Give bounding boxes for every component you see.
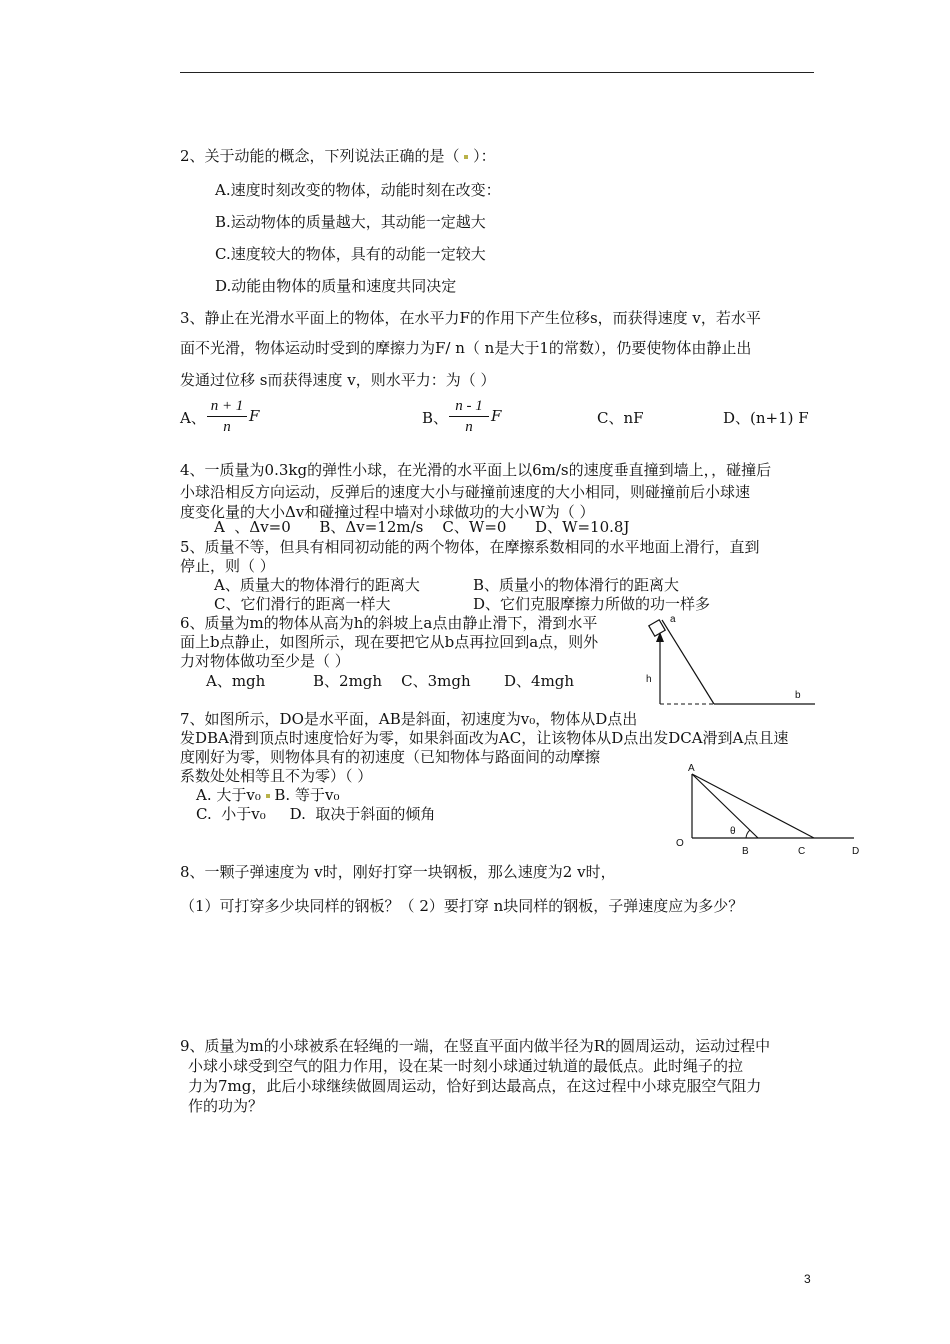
line-AB: [692, 774, 758, 838]
q2-option-a: A.速度时刻改变的物体，动能时刻在改变：: [215, 181, 501, 199]
q7-line2: 发DBA滑到顶点时速度恰好为零，如果斜面改为AC，让该物体从D点出发DCA滑到A点且速: [180, 729, 789, 747]
angle-arc: [746, 830, 750, 838]
label-O: O: [676, 838, 684, 849]
q7-options-cd: C. 小于v₀ D. 取决于斜面的倾角: [196, 805, 436, 823]
q5-option-d: D、它们克服摩擦力所做的功一样多: [473, 595, 711, 613]
q2-stem: 2、关于动能的概念，下列说法正确的是（ ）：: [180, 147, 496, 165]
q2-option-c: C.速度较大的物体，具有的动能一定较大: [215, 245, 486, 263]
fraction-denominator: n: [465, 419, 473, 435]
q7-option-a: A. 大于v₀: [196, 786, 261, 804]
q2-option-d: D.动能由物体的质量和速度共同决定: [215, 277, 457, 295]
label-A: A: [688, 763, 695, 774]
q3-line2: 面不光滑，物体运动时受到的摩擦力为F/ n（ n是大于1的常数），仍要使物体由静止出: [180, 339, 752, 357]
q3-option-b-label: B、: [422, 409, 449, 427]
q5-option-b: B、质量小的物体滑行的距离大: [473, 576, 680, 594]
q7-options-ab: [196, 785, 339, 805]
q3-option-d: D、(n+1) F: [723, 409, 809, 427]
q3-option-a-label: A、: [180, 409, 206, 427]
q3-option-a-fraction: [207, 396, 247, 437]
q6-slope-figure: [640, 612, 820, 712]
label-h: h: [646, 674, 652, 685]
q6-line2: 面上b点静止，如图所示，现在要把它从b点再拉回到a点，则外: [180, 633, 599, 651]
label-C: C: [798, 846, 806, 857]
header-rule: [180, 72, 814, 73]
label-b: b: [795, 690, 801, 701]
q9-line2: 小球小球受到空气的阻力作用，设在某一时刻小球通过轨道的最低点。此时绳子的拉: [188, 1057, 744, 1075]
q6-line3: 力对物体做功至少是（ ）: [180, 652, 350, 670]
q3-option-a-var: F: [249, 407, 260, 425]
label-B: B: [742, 846, 749, 857]
q4-line3: 度变化量的大小Δv和碰撞过程中墙对小球做功的大小W为（ ）: [180, 503, 595, 521]
q5-option-c: C、它们滑行的距离一样大: [214, 595, 391, 613]
fraction-numerator: n - 1: [449, 396, 489, 417]
q5-line1: 5、质量不等，但具有相同初动能的两个物体，在摩擦系数相同的水平地面上滑行，直到: [180, 538, 760, 556]
line-AC: [692, 774, 814, 838]
q3-option-c: C、nF: [597, 409, 644, 427]
q6-options: A、mgh B、2mgh C、3mgh D、4mgh: [206, 672, 575, 690]
q3-line1: 3、静止在光滑水平面上的物体，在水平力F的作用下产生位移s，而获得速度 v，若水平: [180, 309, 761, 327]
q7-line1: 7、如图所示，DO是水平面，AB是斜面，初速度为v₀，物体从D点出: [180, 710, 638, 728]
incline-line: [662, 620, 714, 704]
q7-line3: 度刚好为零，则物体具有的初速度（已知物体与路面间的动摩擦: [180, 748, 601, 766]
q5-option-a: A、质量大的物体滑行的距离大: [214, 576, 420, 594]
q7-option-b: B. 等于v₀: [269, 786, 340, 804]
q7-incline-figure: [668, 760, 868, 860]
fraction-numerator: n + 1: [207, 396, 247, 417]
q6-line1: 6、质量为m的物体从高为h的斜坡上a点由静止滑下，滑到水平: [180, 614, 598, 632]
label-theta: θ: [730, 826, 736, 837]
q7-line4: 系数处处相等且不为零）（ ）: [180, 767, 373, 785]
q5-line2: 停止，则（ ）: [180, 557, 275, 575]
q4-line1: 4、一质量为0.3kg的弹性小球，在光滑的水平面上以6m/s的速度垂直撞到墙上，，碰撞后: [180, 461, 772, 479]
q9-line3: 力为7mg，此后小球继续做圆周运动，恰好到达最高点，在这过程中小球克服空气阻力: [188, 1077, 762, 1095]
q3-option-b-fraction: [449, 396, 489, 437]
q8-line1: 8、一颗子弹速度为 v时，刚好打穿一块钢板，那么速度为2 v时，: [180, 863, 616, 881]
q9-line4: 作的功为？: [188, 1097, 264, 1115]
q2-option-b: B.运动物体的质量越大，其动能一定越大: [215, 213, 486, 231]
arrow-up-icon: [656, 632, 664, 642]
label-D: D: [852, 846, 860, 857]
q4-line2: 小球沿相反方向运动，反弹后的速度大小与碰撞前速度的大小相同，则碰撞前后小球速: [180, 483, 751, 501]
q8-line2: （1）可打穿多少块同样的钢板？（ 2）要打穿 n块同样的钢板，子弹速度应为多少？: [180, 897, 744, 915]
label-a: a: [670, 614, 676, 625]
page-number: 3: [804, 1272, 811, 1286]
q3-line3: 发通过位移 s而获得速度 v，则水平力：为（ ）: [180, 371, 496, 389]
fraction-denominator: n: [223, 419, 231, 435]
q4-options: A 、Δv=0 B、Δv=12m/s C、W=0 D、W=10.8J: [214, 518, 630, 536]
q9-line1: 9、质量为m的小球被系在轻绳的一端，在竖直平面内做半径为R的圆周运动，运动过程中: [180, 1037, 771, 1055]
q3-option-b-var: F: [491, 407, 502, 425]
